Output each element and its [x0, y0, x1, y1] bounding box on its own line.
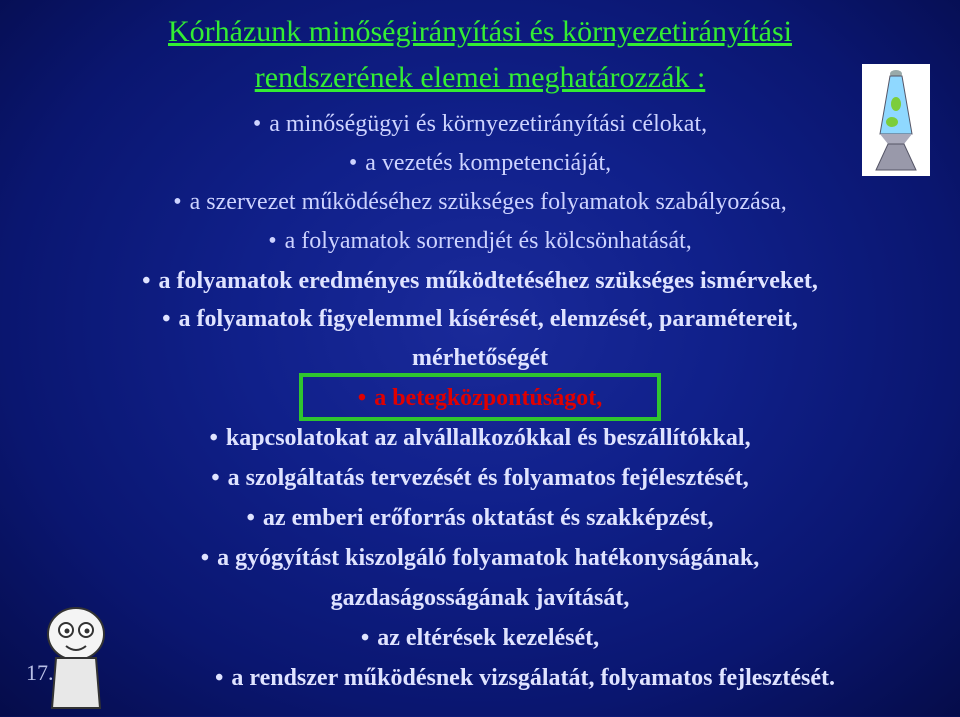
bullet-icon: •	[357, 385, 367, 411]
list-item: • a szervezet működéséhez szükséges folyamatok szabályozása,	[173, 189, 787, 215]
slide-number: 17.	[26, 660, 54, 685]
bullet-icon: •	[246, 505, 255, 531]
bullet-icon: •	[348, 150, 358, 176]
title-line-2: rendszerének elemei meghatározzák :	[254, 61, 706, 94]
bullet-icon: •	[173, 189, 182, 215]
list-item-continuation: gazdaságosságának javítását,	[330, 585, 630, 611]
lava-lamp-icon	[862, 64, 930, 176]
list-item-highlighted: • a betegközpontúságot,	[357, 385, 603, 411]
bullet-icon: •	[200, 545, 210, 571]
mascot-icon	[32, 596, 120, 712]
list-item: • az eltérések kezelését,	[360, 625, 600, 651]
bullet-icon: •	[268, 228, 277, 254]
list-item: • a minőségügyi és környezetirányítási célokat,	[252, 111, 708, 137]
list-item: • a gyógyítást kiszolgáló folyamatok hatékonyságának,	[200, 545, 760, 571]
bullet-icon: •	[211, 465, 220, 491]
list-item: • a folyamatok sorrendjét és kölcsönhatását,	[268, 228, 692, 254]
list-item: • az emberi erőforrás oktatást és szakképzést,	[246, 505, 714, 531]
list-item: • a folyamatok eredményes működtetéséhez szükséges ismérveket,	[142, 268, 818, 294]
title-line-1: Kórházunk minőségirányítási és környezetirányítási	[168, 15, 792, 48]
bullet-icon: •	[142, 268, 151, 294]
list-item: • a rendszer működésnek vizsgálatát, folyamatos fejlesztését.	[214, 665, 836, 691]
list-item: • a folyamatok figyelemmel kísérését, elemzését, paramétereit,	[162, 306, 798, 332]
bullet-icon: •	[162, 306, 171, 332]
list-item: • kapcsolatokat az alvállalkozókkal és beszállítókkal,	[209, 425, 751, 451]
bullet-icon: •	[252, 111, 262, 137]
bullet-icon: •	[214, 665, 224, 691]
bullet-icon: •	[209, 425, 218, 451]
list-item: • a vezetés kompetenciáját,	[348, 150, 612, 176]
bullet-icon: •	[360, 625, 370, 651]
list-item-continuation: mérhetőségét	[412, 345, 548, 371]
list-item: • a szolgáltatás tervezését és folyamatos fejélesztését,	[211, 465, 749, 491]
